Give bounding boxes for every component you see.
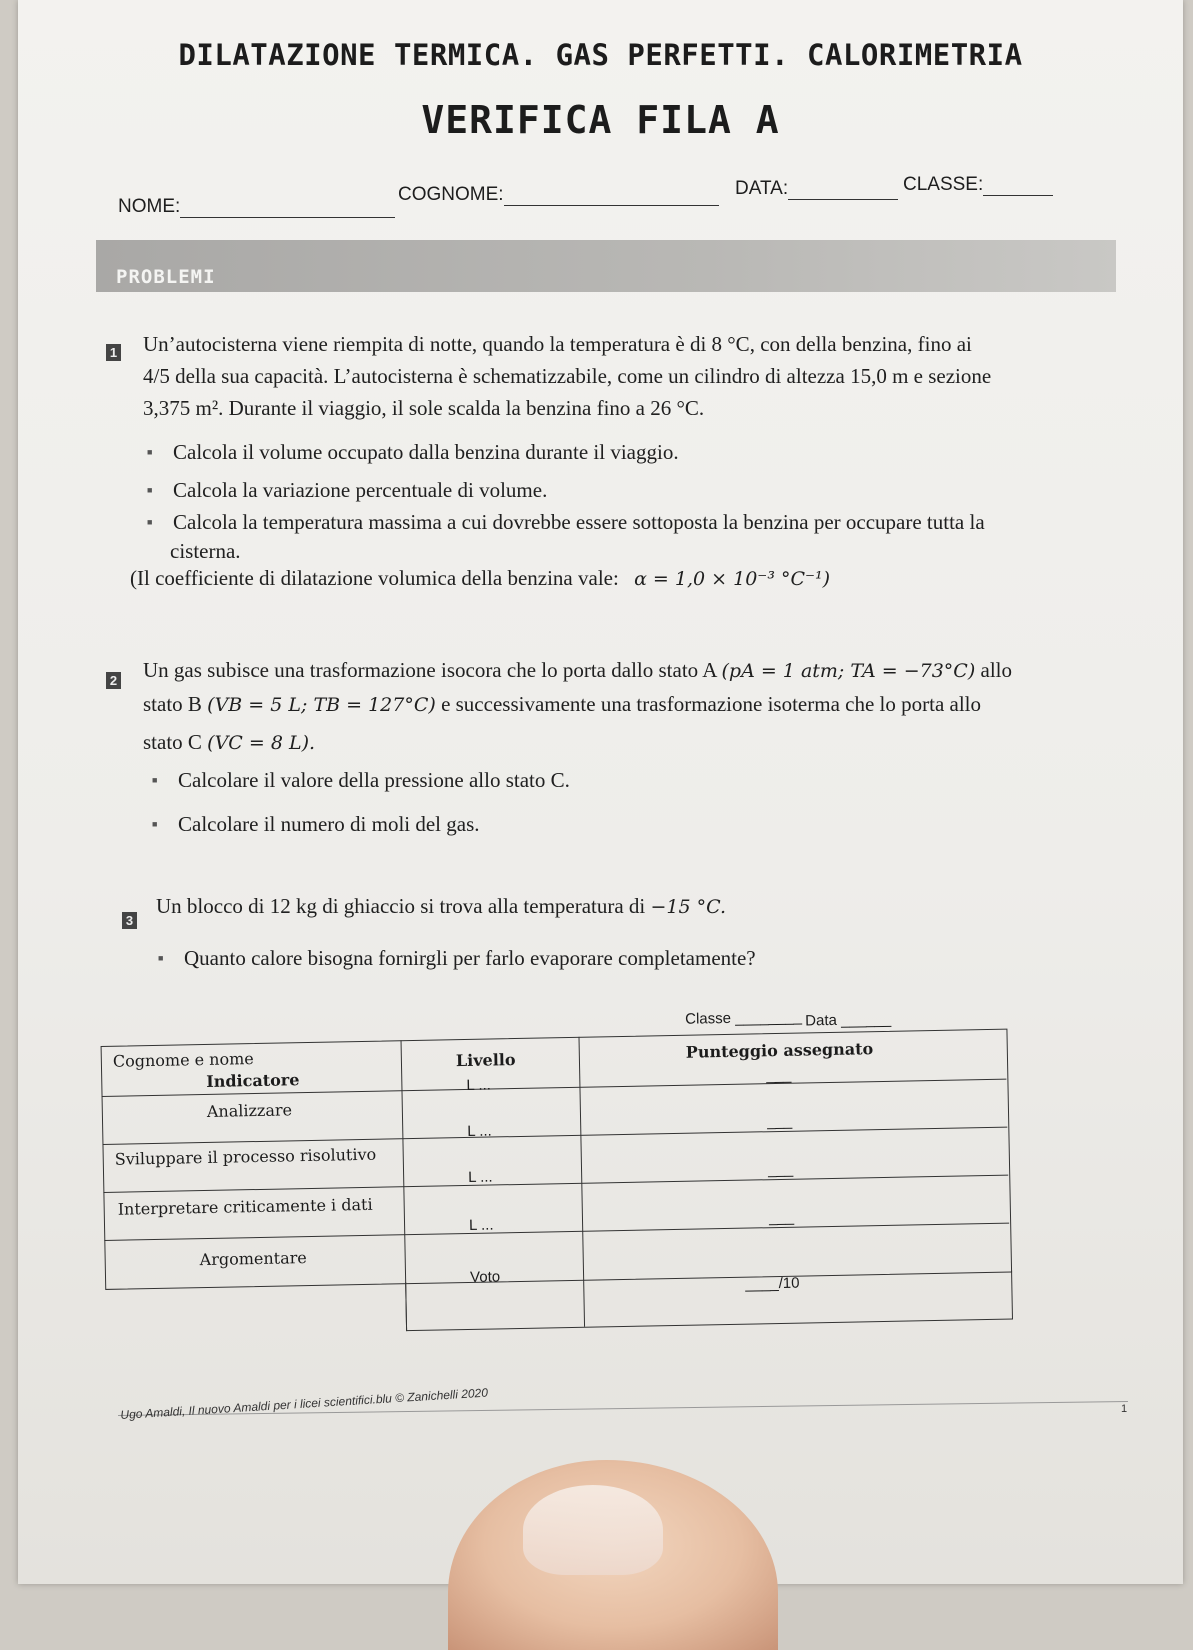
section-banner bbox=[96, 240, 1116, 292]
rubric-cognome-nome-label: Cognome e nome bbox=[112, 1049, 254, 1071]
problem-2-state-b: (VB = 5 L; TB = 127°C) bbox=[207, 694, 436, 716]
problem-2-bullet-1: ■ Calcolare il valore della pressione allo stato C. bbox=[178, 768, 570, 793]
rubric-row-1-punteggio: ___ bbox=[766, 1066, 792, 1085]
nome-label: NOME: bbox=[118, 196, 181, 217]
rubric-row-1-indicatore: Analizzare bbox=[206, 1100, 293, 1121]
problem-1-line-2: 4/5 della sua capacità. L’autocisterna è schematizzabile, come un cilindro di altezza 15,0 m e sezione bbox=[143, 364, 992, 388]
problem-1-line-1: Un’autocisterna viene riempita di notte, quando la temperatura è di 8 °C, con della benzina, fino ai bbox=[143, 332, 972, 356]
cognome-field[interactable] bbox=[398, 184, 719, 206]
rubric-data-label: Data ______ bbox=[805, 1010, 892, 1030]
problem-number-2: 2 bbox=[106, 672, 121, 689]
rubric-col-livello: Livello bbox=[455, 1050, 516, 1071]
problem-1-bullet-3: ■ Calcola la temperatura massima a cui dovrebbe essere sottoposta la benzina per occupare tutta la bbox=[173, 510, 985, 535]
rubric-col-punteggio: Punteggio assegnato bbox=[685, 1039, 874, 1062]
page-subtitle: VERIFICA FILA A bbox=[421, 98, 780, 142]
problem-1-note-formula: α = 1,0 × 10⁻³ °C⁻¹) bbox=[634, 568, 831, 590]
problem-2-line-1-end: allo bbox=[980, 658, 1013, 682]
problem-3-line-1 bbox=[156, 890, 726, 924]
rubric-col-indicatore: Indicatore bbox=[206, 1070, 300, 1091]
section-label: PROBLEMI bbox=[116, 266, 216, 288]
problem-2-state-a: (pA = 1 atm; TA = −73°C) bbox=[721, 660, 976, 682]
rubric-classe-label: Classe ________ bbox=[685, 1008, 803, 1028]
footer-credit: Ugo Amaldi, Il nuovo Amaldi per i licei scientifici.blu © Zanichelli 2020 bbox=[120, 1385, 489, 1422]
classe-field[interactable] bbox=[903, 174, 1053, 196]
problem-number-1: 1 bbox=[106, 344, 121, 361]
problem-2-state-c: (VC = 8 L). bbox=[207, 732, 316, 754]
problem-1-bullet-2: ■ Calcola la variazione percentuale di volume. bbox=[173, 478, 547, 503]
rubric-row-4-livello: L ... bbox=[468, 1216, 494, 1234]
nome-blank[interactable] bbox=[180, 199, 395, 218]
cognome-label: COGNOME: bbox=[398, 184, 504, 205]
rubric-row-1-livello: L ... bbox=[466, 1076, 492, 1094]
problem-1-bullet-1: ■ Calcola il volume occupato dalla benzina durante il viaggio. bbox=[173, 440, 679, 465]
rubric-row-2-livello: L ... bbox=[467, 1122, 492, 1140]
rubric-table bbox=[100, 999, 1016, 1338]
problem-2-line-1 bbox=[143, 654, 1012, 688]
problem-2-line-2 bbox=[143, 688, 981, 722]
classe-label: CLASSE: bbox=[903, 174, 984, 195]
rubric-row-4-indicatore: Argomentare bbox=[199, 1248, 307, 1270]
problem-number-3: 3 bbox=[122, 912, 137, 929]
problem-1-line-3: 3,375 m². Durante il viaggio, il sole scalda la benzina fino a 26 °C. bbox=[143, 396, 705, 420]
problem-1-note bbox=[130, 562, 830, 596]
problem-3-line-1-text: Un blocco di 12 kg di ghiaccio si trova alla temperatura di bbox=[156, 894, 646, 918]
problem-2-bullet-2: ■ Calcolare il numero di moli del gas. bbox=[178, 812, 480, 837]
worksheet-page bbox=[18, 0, 1183, 1584]
problem-3-bullet-1: ■ Quanto calore bisogna fornirgli per farlo evaporare completamente? bbox=[184, 946, 756, 971]
rubric-row-2-punteggio: ___ bbox=[766, 1112, 793, 1131]
problem-2-line-1-text: Un gas subisce una trasformazione isocora che lo porta dallo stato A bbox=[143, 658, 717, 682]
nome-field[interactable] bbox=[118, 196, 395, 218]
page-number: 1 bbox=[1121, 1403, 1128, 1415]
problem-1-continuation: cisterna. bbox=[170, 539, 241, 563]
problem-3-temperature: −15 °C. bbox=[650, 896, 727, 918]
data-field[interactable] bbox=[735, 178, 898, 200]
rubric-row-3-livello: L ... bbox=[468, 1168, 493, 1186]
rubric-row-3-indicatore: Interpretare criticamente i dati bbox=[117, 1194, 373, 1219]
rubric-row-4-punteggio: ___ bbox=[768, 1208, 795, 1227]
thumbnail-highlight bbox=[523, 1485, 663, 1575]
rubric-voto-value: ____/10 bbox=[745, 1274, 800, 1293]
page-title: DILATAZIONE TERMICA. GAS PERFETTI. CALORIMETRIA bbox=[178, 38, 1023, 72]
problem-2-line-2-end: e successivamente una trasformazione isoterma che lo porta allo bbox=[441, 692, 982, 716]
classe-blank[interactable] bbox=[983, 177, 1053, 196]
rubric-voto-label: Voto bbox=[469, 1268, 501, 1286]
data-label: DATA: bbox=[735, 178, 789, 199]
data-blank[interactable] bbox=[788, 181, 898, 200]
cognome-blank[interactable] bbox=[504, 187, 719, 206]
problem-2-line-2-text: stato B bbox=[143, 692, 202, 716]
rubric-row-2-indicatore: Sviluppare il processo risolutivo bbox=[114, 1144, 377, 1169]
problem-1-note-text: (Il coefficiente di dilatazione volumica della benzina vale: bbox=[130, 566, 619, 590]
problem-2-line-3 bbox=[143, 726, 315, 760]
rubric-row-3-punteggio: ___ bbox=[767, 1160, 794, 1179]
problem-2-line-3-text: stato C bbox=[143, 730, 202, 754]
